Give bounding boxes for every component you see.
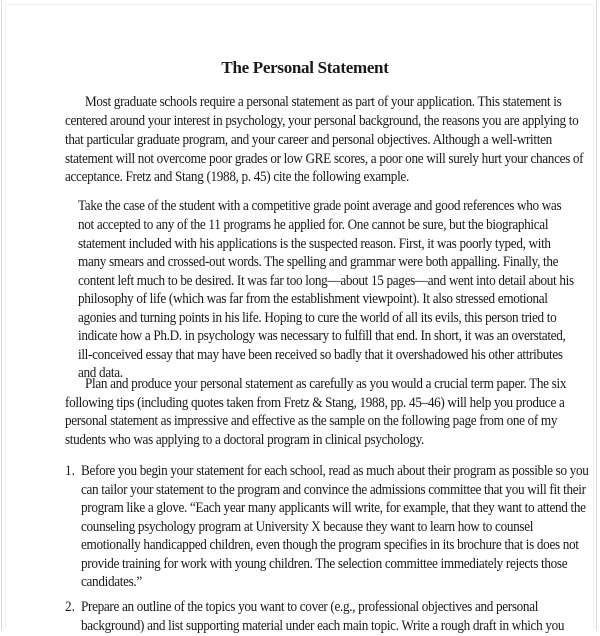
text-line: centered around your interest in psychology, your personal background, the reasons you are applying to <box>65 113 579 129</box>
list-line: emotionally handicapped children, even though the program specifies in its brochure that is does not <box>81 537 579 553</box>
quote-line: Take the case of the student with a competitive grade point average and good references who was <box>78 198 562 214</box>
list-line: background) and list supporting material under each main topic. Write a rough draft in which you <box>81 618 565 634</box>
text-line: Plan and produce your personal statement as carefully as you would a crucial term paper. The six <box>85 376 567 392</box>
list-number: 2. <box>65 599 75 615</box>
text-line: statement will not overcome poor grades or low GRE scores, a poor one will surely hurt your chances of <box>65 151 584 167</box>
list-line: counseling psychology program at University X because they want to learn how to counsel <box>81 519 534 535</box>
text-line: Most graduate schools require a personal statement as part of your application. This statement is <box>85 94 562 110</box>
quote-line: and data. <box>78 365 123 381</box>
list-line: candidates.” <box>81 574 142 590</box>
quote-line: philosophy of life (which was far from the establishment viewpoint). It also stressed emotional <box>78 291 548 307</box>
quote-line: ill-conceived essay that may have been received so badly that it overshadowed his other attributes <box>78 347 563 363</box>
list-line: program like a glove. “Each year many applicants will write, for example, that they want to attend the <box>81 500 586 516</box>
quote-line: content left much to be desired. It was far too long—about 15 pages—and went into detail about his <box>78 273 574 289</box>
list-line: provide training for work with young children. The selection committee immediately rejects those <box>81 556 568 572</box>
list-line: Prepare an outline of the topics you want to cover (e.g., professional objectives and personal <box>81 599 539 615</box>
quote-line: not accepted to any of the 11 programs he applied for. One cannot be sure, but the biographical <box>78 217 549 233</box>
quote-line: agonies and turning points in his life. Hoping to cure the world of all its evils, this person tried to <box>78 310 557 326</box>
quote-line: many smears and crossed-out words. The spelling and grammar were both appalling. Finally, the <box>78 254 559 270</box>
document-title: The Personal Statement <box>221 58 389 77</box>
text-line: acceptance. Fretz and Stang (1988, p. 45) cite the following example. <box>65 169 409 185</box>
quote-line: statement included with his applications is the suspected reason. First, it was poorly typed, with <box>78 236 551 252</box>
text-line: that particular graduate program, and your career and personal objectives. Although a well-written <box>65 132 552 148</box>
text-line: following tips (including quotes taken from Fretz & Stang, 1988, pp. 45–46) will help you produce a <box>65 395 565 411</box>
quote-line: indicate how a Ph.D. in psychology was necessary to fulfill that end. In short, it was an overstated, <box>78 328 566 344</box>
list-line: can tailor your statement to the program and convince the admissions committee that you will fit their <box>81 482 586 498</box>
list-line: Before you begin your statement for each school, read as much about their program as possible so you <box>81 463 589 479</box>
list-number: 1. <box>65 463 75 479</box>
text-line: personal statement as impressive and effective as the sample on the following page from one of my <box>65 413 558 429</box>
text-line: students who was applying to a doctoral program in clinical psychology. <box>65 432 424 448</box>
